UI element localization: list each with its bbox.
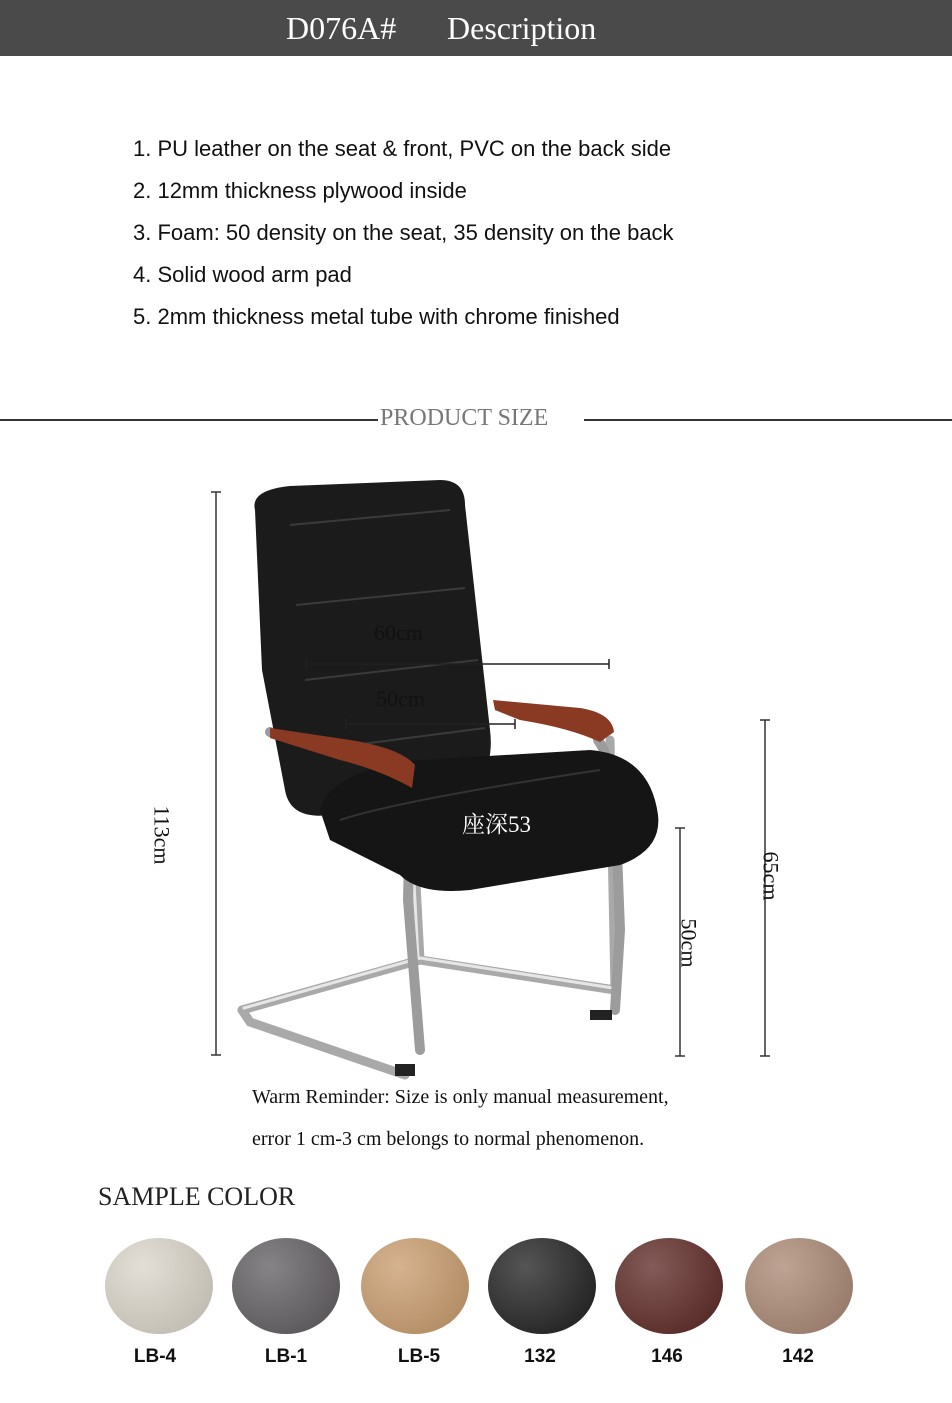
dimension-label-arm-height: 65cm: [758, 851, 784, 901]
height-dimension-line: [211, 492, 221, 1055]
swatch-label: 142: [782, 1346, 814, 1367]
swatch-label: LB-5: [397, 1346, 441, 1367]
feature-list: [133, 132, 674, 342]
swatch-label: 132: [524, 1346, 556, 1367]
model-number: D076A#: [286, 10, 397, 46]
feature-item: 4. Solid wood arm pad: [133, 262, 352, 287]
color-swatch: [105, 1238, 213, 1334]
color-swatch: [745, 1238, 853, 1334]
section-title-product-size: PRODUCT SIZE: [380, 405, 549, 431]
feature-item: 3. Foam: 50 density on the seat, 35 density on the back: [133, 220, 674, 245]
dimension-label-seat-height: 50cm: [676, 918, 702, 968]
color-swatch: [615, 1238, 723, 1334]
swatch-label: LB-1: [264, 1346, 308, 1367]
dimension-label-back-width: 60cm: [374, 620, 423, 645]
foot-cap: [590, 1010, 612, 1020]
feature-item: 2. 12mm thickness plywood inside: [133, 178, 467, 203]
dimension-label-seat-width: 50cm: [376, 686, 425, 711]
foot-cap: [395, 1064, 415, 1076]
color-swatch: [488, 1238, 596, 1334]
divider-right: [584, 419, 952, 421]
reminder-line-2: error 1 cm-3 cm belongs to normal phenomenon.: [252, 1128, 645, 1150]
feature-item: 5. 2mm thickness metal tube with chrome finished: [133, 304, 620, 329]
reminder-line-1: Warm Reminder: Size is only manual measurement,: [252, 1086, 669, 1108]
chair-diagram: [0, 470, 952, 1110]
swatch-label: 146: [651, 1346, 683, 1367]
dimension-label-seat-depth: 座深53: [462, 812, 531, 837]
color-swatch: [232, 1238, 340, 1334]
swatch-label: LB-4: [133, 1346, 177, 1367]
sample-color-title: SAMPLE COLOR: [98, 1182, 296, 1211]
feature-item: 1. PU leather on the seat & front, PVC on the back side: [133, 136, 672, 161]
chair-illustration: [0, 470, 952, 1110]
armrest-right: [493, 700, 614, 742]
page-header: [0, 0, 952, 56]
header-title: Description: [447, 10, 597, 46]
divider-left: [0, 419, 378, 421]
dimension-label-total-height: 113cm: [149, 805, 175, 865]
color-swatch: [361, 1238, 469, 1334]
